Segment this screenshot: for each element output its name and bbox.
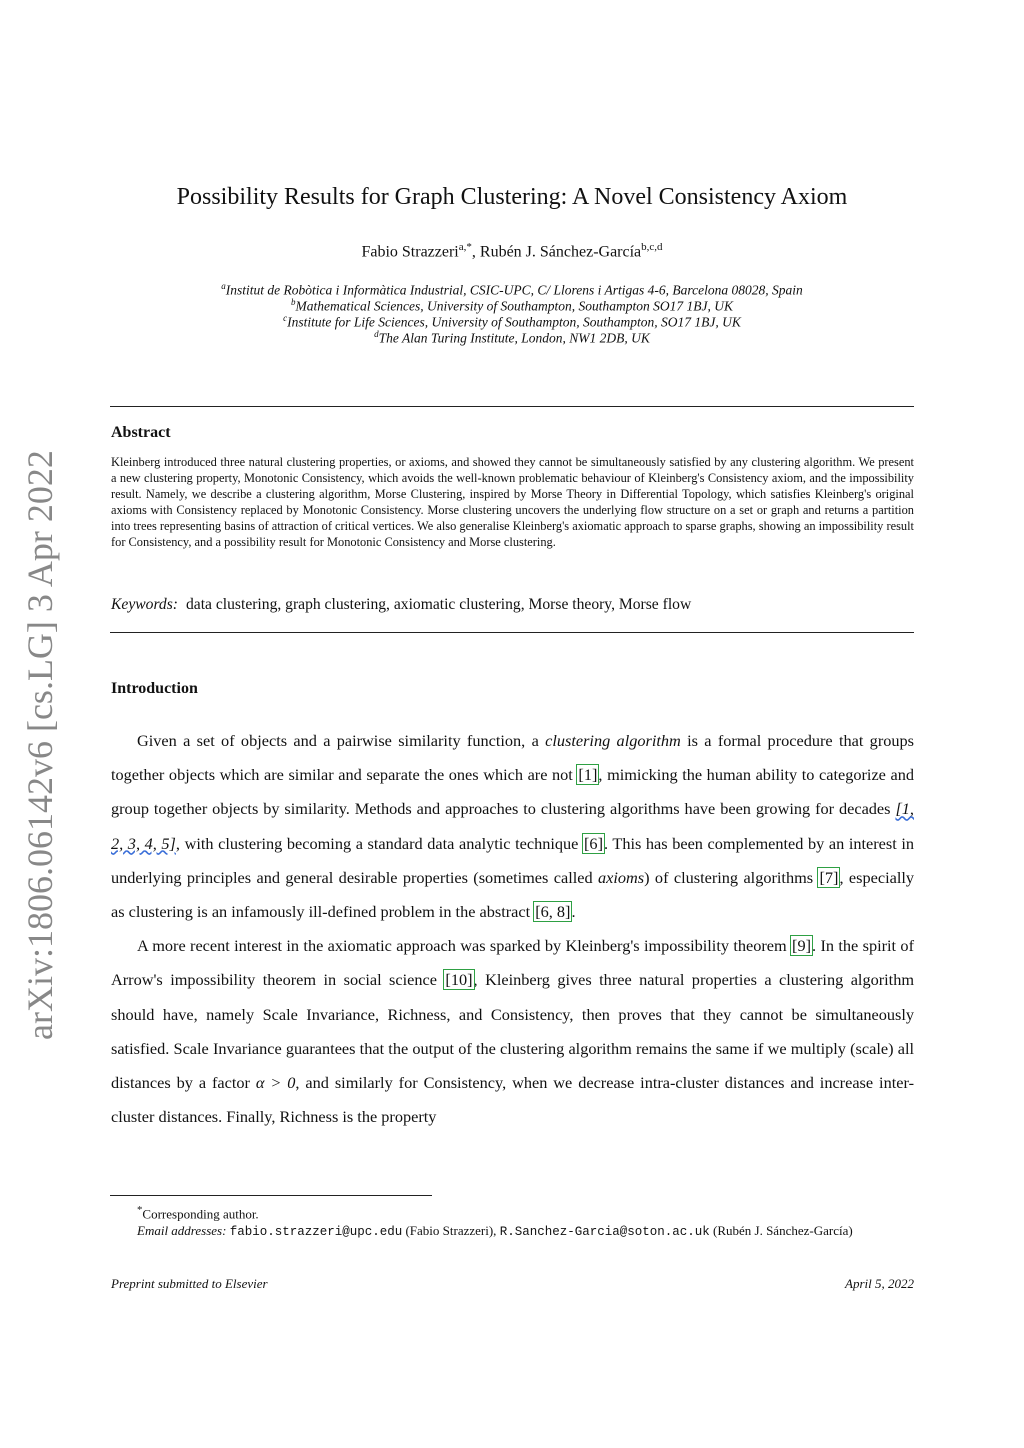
abstract-top-rule: [110, 406, 914, 407]
affiliation-d: $^d$The Alan Turing Institute, London, NW1 2DB, UK: [374, 329, 650, 346]
inline-math: α > 0: [255, 1073, 296, 1093]
author-affiliation-marks: b,c,d: [641, 241, 663, 253]
author-list: Fabio Strazzeri$^{a,*}$, Rubén J. Sánchez-García$^{b,c,d}$: [361, 241, 663, 261]
keywords-label: Keywords:: [111, 596, 178, 613]
footnote-rule: [110, 1195, 432, 1196]
email-link[interactable]: fabio.strazzeri@upc.edu: [229, 1224, 403, 1239]
keywords-text: data clustering, graph clustering, axiomatic clustering, Morse theory, Morse flow: [186, 596, 692, 613]
section-heading-introduction: Introduction: [111, 680, 198, 697]
paragraph: Given a set of objects and a pairwise similarity function, a clustering algorithm is a formal procedure that groups together objects which are similar and separate the ones which are not [1], mimicking the human ability to categorize and group together objects by similarity. Methods and approaches to clustering algorithms have been growing for decades [1, 2, 3, 4, 5], with clustering becoming a standard data analytic technique [6]. This has been complemented by an interest in underlying principles and general desirable properties (sometimes called axioms) of clustering algorithms [7], especially as clustering is an infamously ill-defined problem in the abstract [6, 8].: [111, 731, 915, 922]
footnote: *Corresponding author. Email addresses: fabio.strazzeri@upc.edu (Fabio Strazzeri), R.Sanchez-Garcia@soton.ac.uk (Rubén J. Sánchez-García): [137, 1204, 853, 1239]
abstract-heading: Abstract: [111, 424, 171, 441]
footer-date: April 5, 2022: [845, 1276, 914, 1291]
citation-link[interactable]: [6, 8]: [535, 902, 571, 922]
affiliation-b: $^b$Mathematical Sciences, University of Southampton, Southampton SO17 1BJ, UK: [290, 297, 734, 314]
introduction-body: [111, 724, 914, 1134]
author-affiliation-marks: a,*: [458, 241, 472, 253]
email-link[interactable]: R.Sanchez-Garcia@soton.ac.uk: [499, 1224, 710, 1239]
arxiv-identifier-stamp: arXiv:1806.06142v6 [cs.LG] 3 Apr 2022: [20, 450, 60, 1040]
author-name: Rubén J. Sánchez-García: [479, 243, 642, 261]
citation-link[interactable]: [7]: [819, 867, 839, 887]
paper-title: Possibility Results for Graph Clustering: A Novel Consistency Axiom: [176, 184, 848, 210]
abstract-bottom-rule: [110, 632, 914, 633]
citation-link[interactable]: [9]: [792, 936, 812, 956]
abstract-text: Kleinberg introduced three natural clustering properties, or axioms, and showed they cannot be simultaneously satisfied by any clustering algorithm. We present a new clustering property, Monotonic Consistency, which avoids the well-known problematic behaviour of Kleinberg's Consistency axiom, and the impossibility result. Namely, we describe a clustering algorithm, Morse Clustering, inspired by Morse Theory in Differential Topology, which satisfies Kleinberg's original axioms with Consistency replaced by Monotonic Consistency. Morse clustering uncovers the underlying flow structure on a set or graph and returns a partition into trees representing basins of attraction of critical vertices. We also generalise Kleinberg's axiomatic approach to sparse graphs, showing an impossibility result for Consistency, and a possibility result for Monotonic Consistency and Morse clustering.: [111, 455, 914, 550]
affiliation-a: $^a$Institut de Robòtica i Informàtica Industrial, CSIC-UPC, C/ Llorens i Artigas 4-6, Barcelona 08028, Spain: [221, 281, 803, 298]
paragraph: A more recent interest in the axiomatic approach was sparked by Kleinberg's impossibility theorem [9]. In the spirit of Arrow's impossibility theorem in social science [10], Kleinberg gives three natural properties a clustering algorithm should have, namely Scale Invariance, Richness, and Consistency, then proves that they cannot be simultaneously satisfied. Scale Invariance guarantees that the output of the clustering algorithm remains the same if we multiply (scale) all distances by a factor α > 0, and similarly for Consistency, when we decrease intra-cluster distances and increase inter-cluster distances. Finally, Richness is the property: [111, 936, 914, 1127]
affiliation-c: $^c$Institute for Life Sciences, University of Southampton, Southampton, SO17 1BJ, UK: [283, 313, 741, 330]
footer-preprint-note: Preprint submitted to Elsevier: [111, 1276, 268, 1291]
citation-link-group[interactable]: [1, 2, 3, 4, 5]: [111, 799, 914, 853]
citation-link[interactable]: [6]: [584, 833, 603, 853]
citation-link[interactable]: [1]: [578, 765, 598, 785]
keywords-line: [111, 596, 914, 614]
author-name: Fabio Strazzeri: [361, 243, 459, 261]
citation-link[interactable]: [10]: [445, 970, 473, 990]
